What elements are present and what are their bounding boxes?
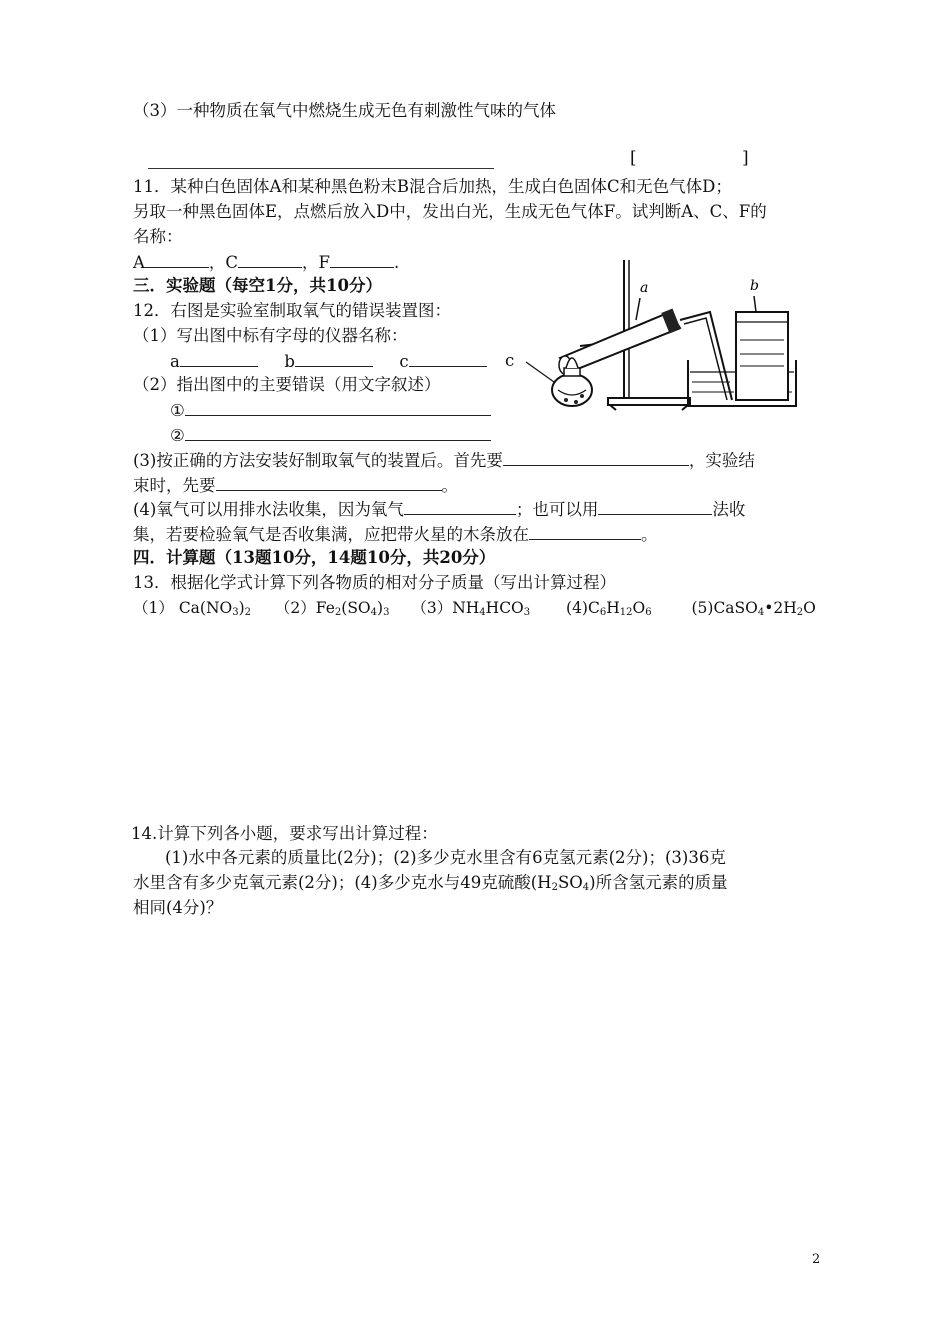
q12-blank-c[interactable] (409, 350, 487, 367)
q12-blank-b[interactable] (295, 350, 373, 367)
q11-label-c: ，C (208, 253, 239, 272)
q12-sub4-blank1[interactable] (404, 498, 516, 515)
q11-blank-c[interactable] (238, 251, 302, 268)
q12-sub3-p1: (3)按正确的方法安装好制取氧气的装置后。首先要 (133, 451, 503, 470)
q11-label-f: ，F (302, 253, 330, 272)
q12-sub3-p2: ，实验结 (688, 451, 755, 470)
q13-item5: $(5)CaSO_4•2H_2O$ (691, 599, 816, 618)
q12-sub4-p3: 法收 (712, 500, 746, 519)
q13-item1: （1） $Ca(NO_3)_2$ (133, 599, 252, 618)
q13-item3: $(3)NH_4HCO_3$ (411, 599, 531, 618)
q12-sub2: （2）指出图中的主要错误（用文字叙述） (133, 375, 441, 394)
q11-line1: 11．某种白色固体A和某种黑色粉末B混合后加热，生成白色固体C和无色气体D； (133, 177, 732, 196)
q11-end: . (394, 253, 400, 272)
q12-sub4-blank3[interactable] (529, 523, 641, 540)
q12-stem: 12．右图是实验室制取氧气的错误装置图： (133, 301, 451, 320)
q11-answers (133, 251, 399, 274)
q12-label-b: b (284, 352, 295, 371)
q13-stem: 13．根据化学式计算下列各物质的相对分子质量（写出计算过程） (133, 573, 616, 592)
q14-line3: 相同(4分)？ (133, 898, 223, 917)
q12-sub4-p2: ；也可以用 (515, 500, 599, 519)
q12-sub4-blank2[interactable] (598, 498, 712, 515)
q13-item2: $(2)Fe_2(SO_4)_3$ (274, 599, 390, 618)
q12-sub3-line1 (133, 449, 755, 472)
q12-sub3-p3: 束时，先要 (133, 476, 216, 495)
q14-stem: 14.计算下列各小题，要求写出计算过程： (131, 824, 438, 843)
q11-label-a: A (133, 253, 145, 272)
q12-err2-blank[interactable] (185, 424, 491, 441)
q11-blank-f[interactable] (330, 251, 394, 268)
q12-label-c: c (399, 352, 409, 371)
q12-sub1: （1）写出图中标有字母的仪器名称： (133, 326, 408, 345)
q10-item3: （3）一种物质在氧气中燃烧生成无色有刺激性气味的气体 (133, 101, 556, 120)
page-number: 2 (812, 1252, 821, 1267)
q13-item4: $(4)C_6H_{12}O_6$ (566, 599, 652, 618)
q12-figure-label-c: c (505, 351, 515, 370)
q11-line3: 名称： (133, 227, 183, 246)
q14-line1: (1)水中各元素的质量比(2分)；(2)多少克水里含有6克氢元素(2分)；(3)36克 (165, 848, 726, 867)
q12-instrument-blanks (170, 350, 487, 373)
q12-blank-a[interactable] (180, 350, 258, 367)
q10-bracket-open: [ (630, 148, 637, 168)
q10-answer-line (148, 168, 494, 169)
q13-formulas (133, 597, 816, 619)
oxygen-apparatus-figure (520, 250, 800, 420)
section4-title: 四．计算题（13题10分，14题10分，共20分） (133, 548, 496, 567)
q12-err2-marker: ② (170, 426, 185, 445)
q12-sub4-p4: 集，若要检验氧气是否收集满，应把带火星的木条放在 (133, 525, 529, 544)
q12-err1-blank[interactable] (185, 399, 491, 416)
q11-blank-a[interactable] (145, 251, 209, 268)
q12-sub3-blank1[interactable] (503, 449, 689, 466)
q12-sub3-line2 (133, 474, 458, 497)
q12-sub4-p1: (4)氧气可以用排水法收集，因为氧气 (133, 500, 404, 519)
q10-bracket-close: ] (742, 148, 749, 168)
q11-line2: 另取一种黑色固体E，点燃后放入D中，发出白光，生成无色气体F。试判断A、C、F的 (133, 202, 767, 221)
q14-line2: 水里含有多少克氧元素(2分)；(4)多少克水与49克硫酸$(H_2SO_4)$所含氢元素的质量 (133, 873, 728, 893)
q12-sub4-line1 (133, 498, 745, 521)
figure-label-a: a (640, 280, 649, 296)
q12-sub4-line2 (133, 523, 658, 546)
q12-label-a: a (170, 352, 180, 371)
q12-err1 (170, 399, 491, 422)
q12-err1-marker: ① (170, 401, 185, 420)
q12-err2 (170, 424, 491, 447)
section3-title: 三．实验题（每空1分，共10分） (133, 276, 382, 295)
q12-sub4-p5: 。 (641, 525, 658, 544)
figure-label-b: b (750, 278, 759, 294)
q12-sub3-blank2[interactable] (216, 474, 442, 491)
q12-sub3-p4: 。 (441, 476, 458, 495)
